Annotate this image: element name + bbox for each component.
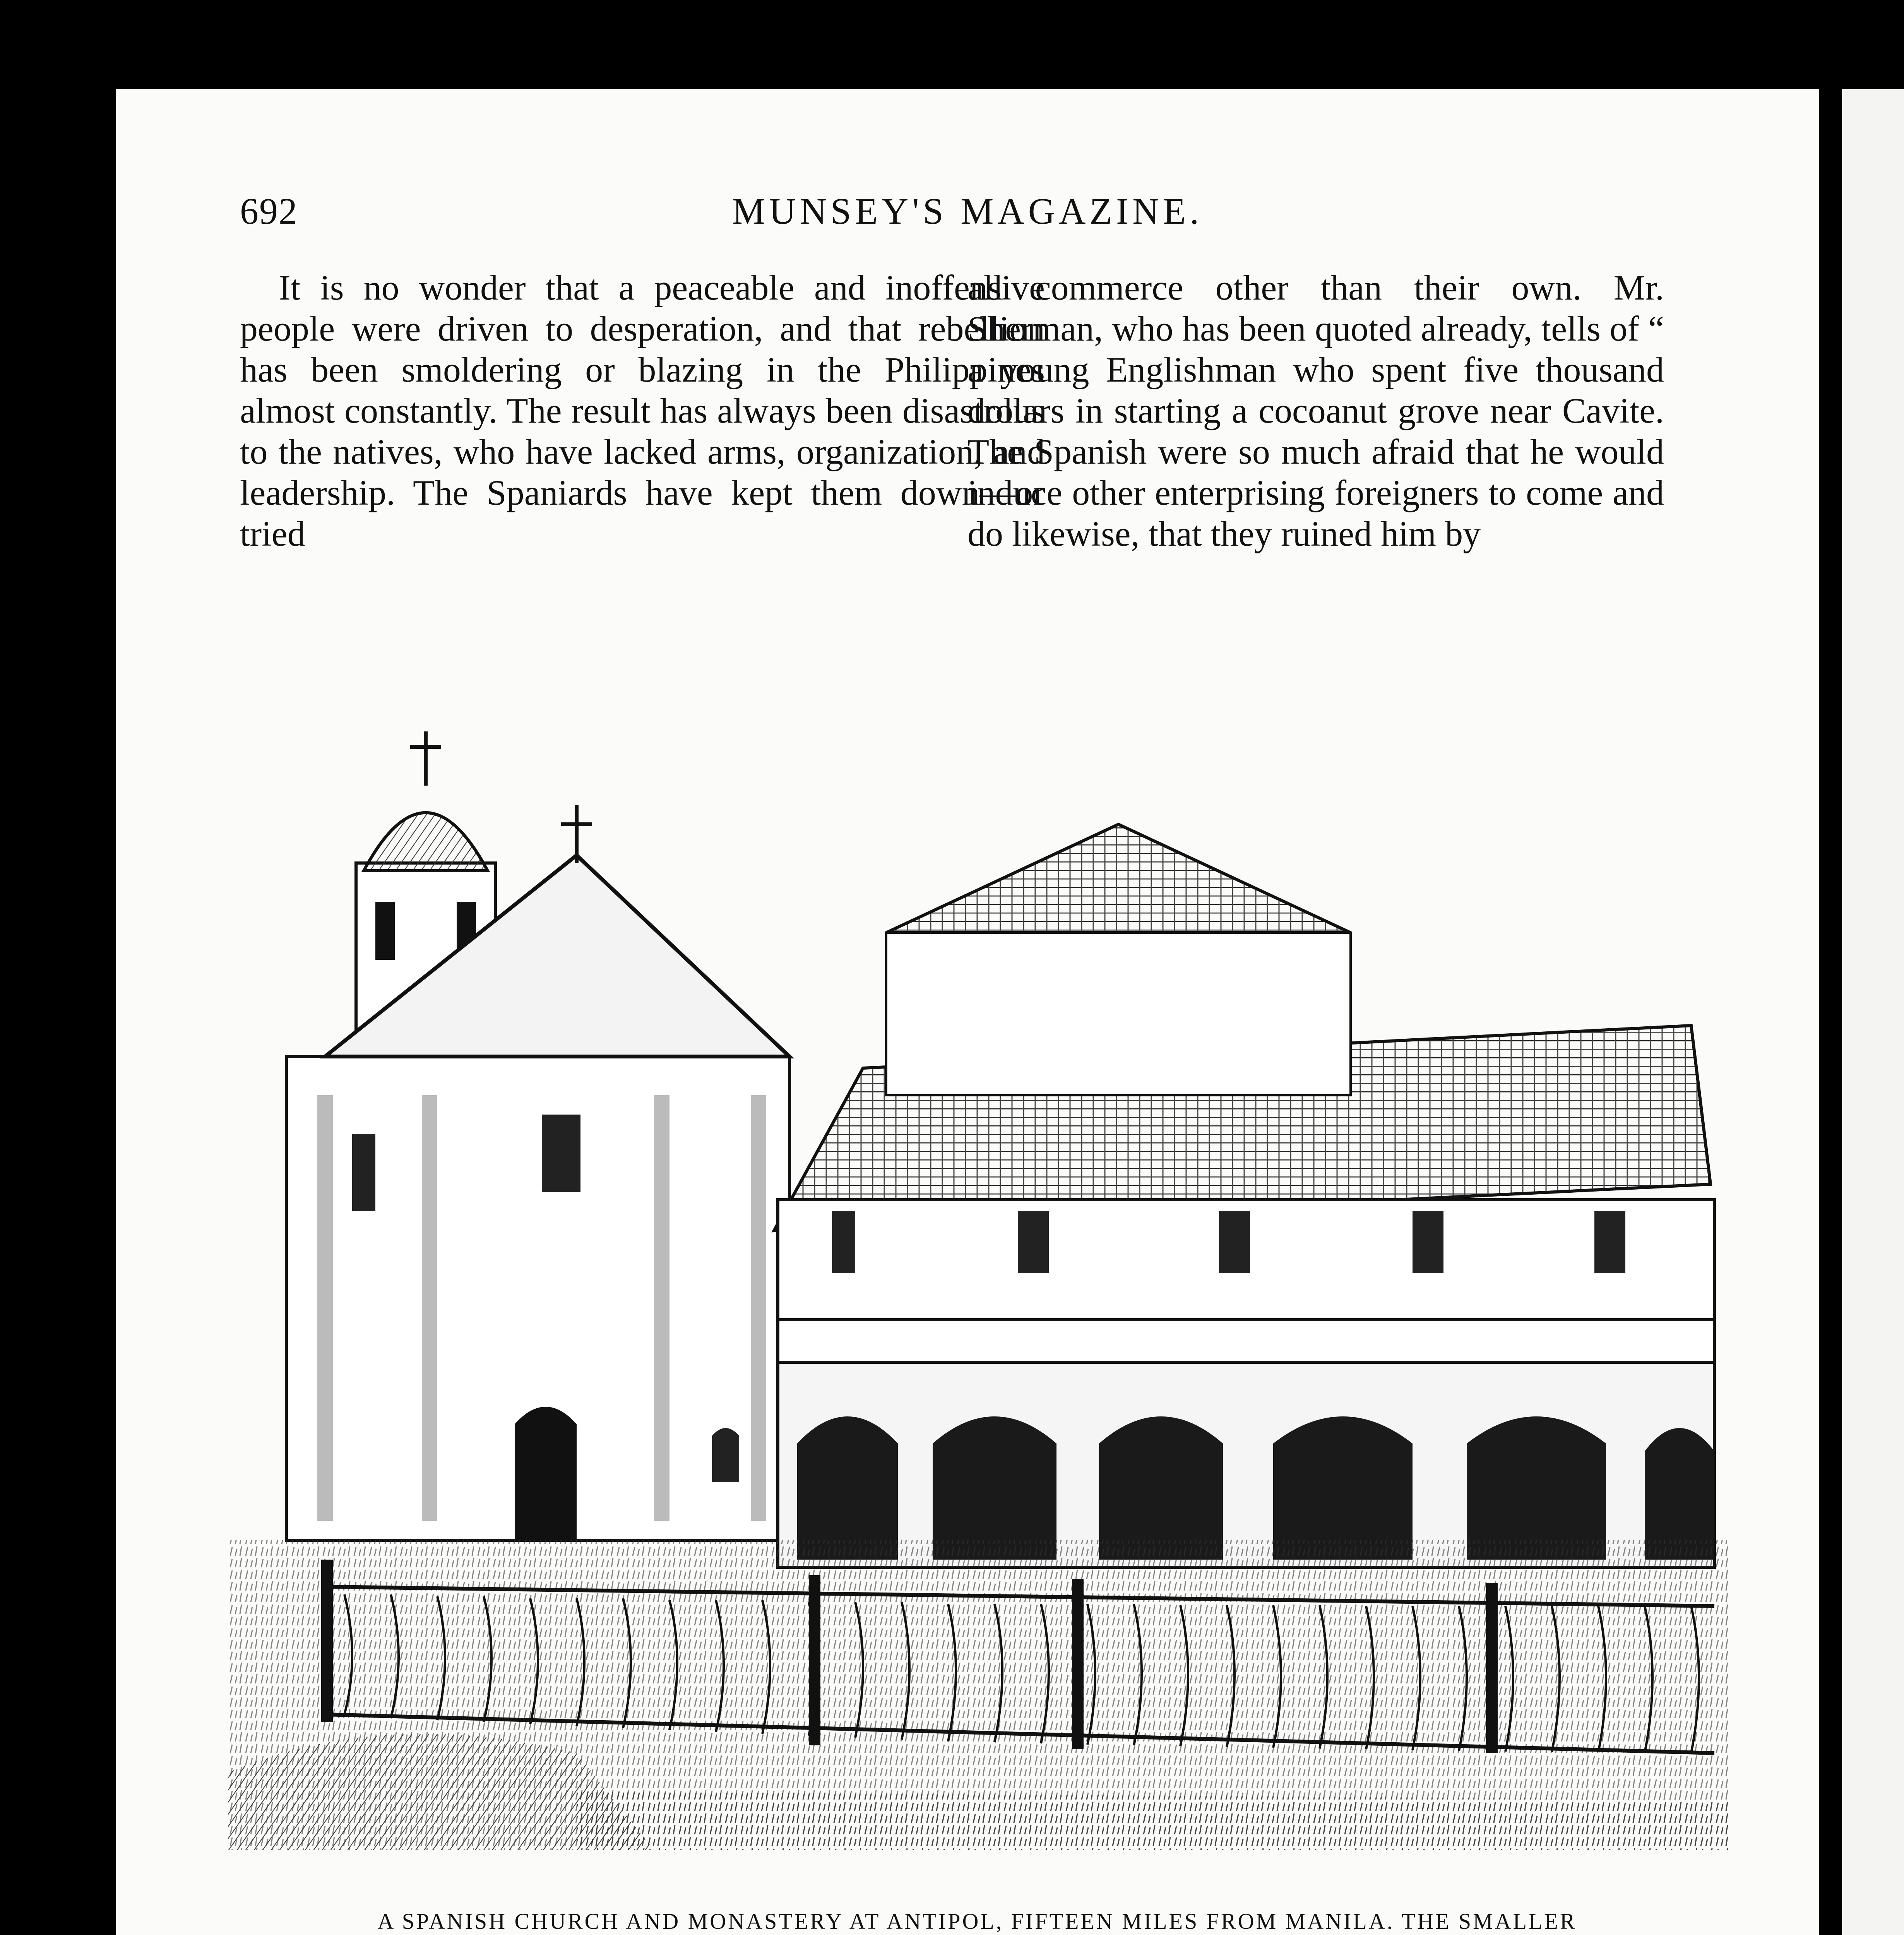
magazine-page xyxy=(116,89,1819,1935)
church-illustration xyxy=(228,708,1730,1850)
page-number: 692 xyxy=(240,190,298,232)
illustration-caption xyxy=(213,1904,1741,1935)
page-header xyxy=(116,190,1819,252)
running-title: MUNSEY'S MAGAZINE. xyxy=(732,190,1203,232)
top-right-paragraph: all commerce other than their own. Mr. Sherman, who has been quoted already, tells of “ a young Englishman who spent five thousand dollars in starting a cocoanut grove near Cavite. The Spanish were so much afraid that he would induce other enterprising foreigners to come and do likewise, that they ruined him by xyxy=(967,268,1664,553)
top-right-column xyxy=(967,267,1664,554)
top-left-column xyxy=(240,267,1045,554)
facing-page-edge xyxy=(1842,89,1904,1935)
caption-line-1: A SPANISH CHURCH AND MONASTERY AT ANTIPOL, FIFTEEN MILES FROM MANILA. THE SMALLER xyxy=(377,1909,1577,1934)
top-left-paragraph: It is no wonder that a peaceable and inoffensive people were driven to desperation, and that rebellion has been smoldering or blazing in the Philippines almost constantly. The result has always been disastrous to the natives, who have lacked arms, organization, and leadership. The Spaniards have kept them down—or tried xyxy=(240,268,1045,553)
church-monastery-engraving xyxy=(228,708,1730,1850)
